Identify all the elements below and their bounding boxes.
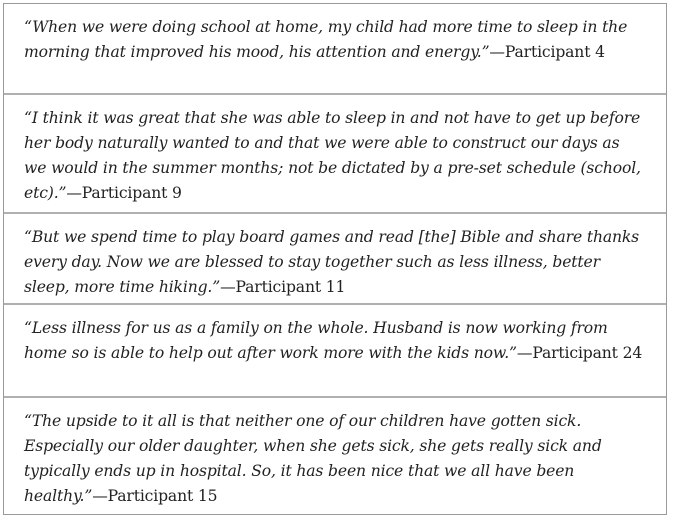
quote-attribution: —Participant 9 — [66, 184, 182, 202]
quote-text: “The upside to it all is that neither one of our children have gotten sick. Especially our older daughter, when she gets sick, she gets really sick and typically ends up in hospital. So, it has been nice that we all have been healthy.” — [24, 412, 602, 505]
quote-row — [4, 398, 666, 514]
quote-row — [4, 214, 666, 305]
quote-attribution: —Participant 15 — [92, 487, 218, 505]
quote-row — [4, 95, 666, 214]
quote-text: “But we spend time to play board games and read [the] Bible and share thanks every day. Now we are blessed to stay together such as less illness, better sleep, more time hiking.” — [24, 228, 640, 296]
quote-text: “When we were doing school at home, my child had more time to sleep in the morning that improved his mood, his attention and energy.” — [24, 18, 628, 61]
quote-text: “Less illness for us as a family on the whole. Husband is now working from home so is able to help out after work more with the kids now.” — [24, 319, 608, 362]
quote-attribution: —Participant 4 — [489, 43, 605, 61]
quote-text: “I think it was great that she was able to sleep in and not have to get up before her body naturally wanted to and that we were able to construct our days as we would in the summer months; not be dictated by a pre-set schedule (school, etc).” — [24, 109, 641, 202]
quote-table — [3, 3, 667, 515]
quote-row — [4, 4, 666, 95]
quote-attribution: —Participant 24 — [516, 344, 643, 362]
quote-row — [4, 305, 666, 398]
quote-attribution: —Participant 11 — [220, 278, 346, 296]
